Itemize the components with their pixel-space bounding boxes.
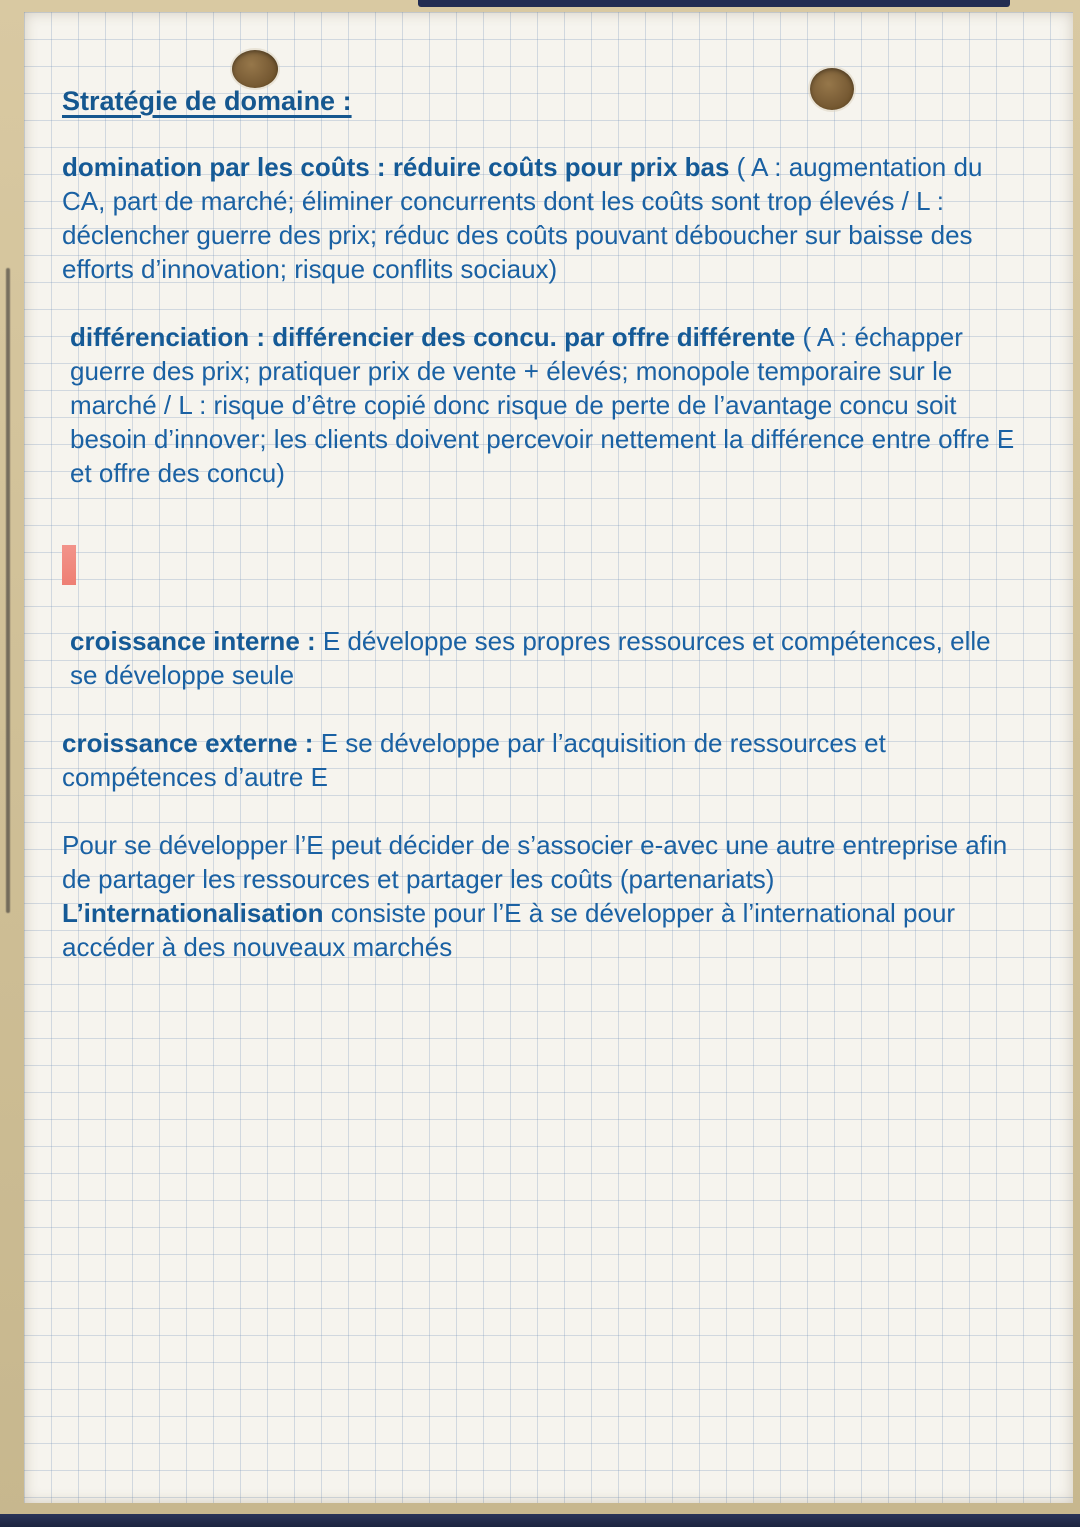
definition-croissance-externe: E se développe par l’acquisition de ressources et compétences d’autre E	[62, 728, 886, 792]
section-heading-modalites	[62, 548, 1021, 582]
paragraph-croissance-interne	[62, 624, 1021, 692]
definition-domination-par-les-couts: ( A : augmentation du CA, part de marché; éliminer concurrents dont les coûts sont trop élevés / L : déclencher guerre des prix; réduc des coûts pouvant déboucher sur baisse des efforts d’innovation; risque conflits sociaux)	[62, 152, 983, 284]
section-heading-highlight	[62, 545, 76, 585]
definition-croissance-interne: E développe ses propres ressources et compétences, elle se développe seule	[70, 626, 991, 690]
paragraph-croissance-externe	[62, 726, 1021, 794]
term-differenciation: différenciation : différencier des concu. par offre différente	[70, 322, 796, 352]
notes-content	[24, 12, 1073, 998]
text-developpement-partenariats: Pour se développer l’E peut décider de s’associer e-avec une autre entreprise afin de partager les ressources et partager les coûts (partenariats)	[62, 830, 1008, 894]
term-domination-par-les-couts: domination par les coûts : réduire coûts pour prix bas	[62, 152, 730, 182]
page-title: Stratégie de domaine :	[62, 86, 352, 116]
paragraph-differenciation	[62, 320, 1021, 490]
paragraph-developpement	[62, 828, 1021, 964]
term-croissance-interne: croissance interne :	[70, 626, 316, 656]
page-edge-shadow	[6, 268, 10, 913]
definition-differenciation: ( A : échapper guerre des prix; pratiquer prix de vente + élevés; monopole temporaire sur le marché / L : risque d’être copié donc risque de perte de l’avantage concu soit besoin d’innover; les clients doivent percevoir nettement la différence entre offre E et offre des concu)	[70, 322, 1015, 488]
folder-edge-top	[418, 0, 1010, 7]
folder-edge-bottom	[0, 1514, 1080, 1527]
term-croissance-externe: croissance externe :	[62, 728, 314, 758]
paragraph-domination-par-les-couts	[62, 150, 1021, 286]
term-internationalisation: L’internationalisation	[62, 898, 324, 928]
definition-internationalisation: consiste pour l’E à se développer à l’international pour accéder à des nouveaux marchés	[62, 898, 956, 962]
grid-paper	[24, 12, 1073, 1503]
